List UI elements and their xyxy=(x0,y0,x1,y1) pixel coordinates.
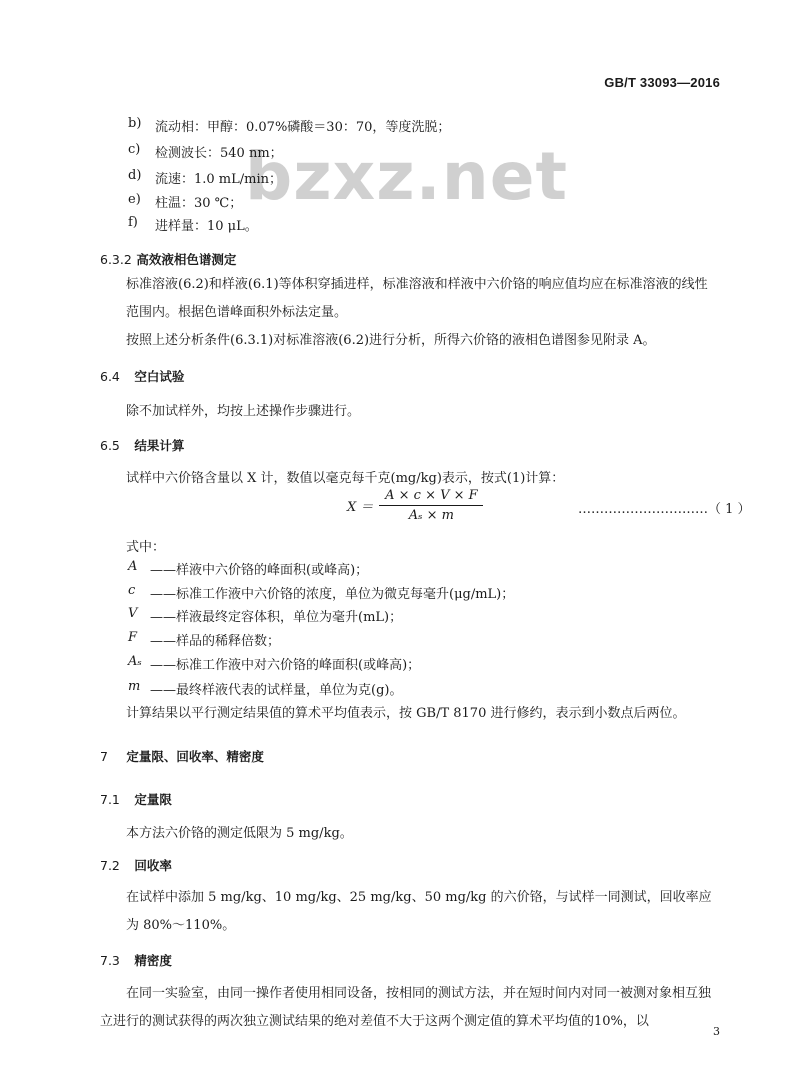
page-number: 3 xyxy=(713,1025,720,1038)
variable-definition: ——标准工作液中对六价铬的峰面积(或峰高)； xyxy=(150,658,421,673)
section-title: 结果计算 xyxy=(134,438,185,453)
equation-number: …………………………（ 1 ） xyxy=(578,502,751,517)
list-item-label: d) xyxy=(128,168,142,183)
variable-symbol: c xyxy=(128,583,136,598)
section-heading xyxy=(100,856,172,874)
section-heading xyxy=(100,747,264,765)
section-heading xyxy=(100,367,184,385)
paragraph: 计算结果以平行测定结果值的算术平均值表示，按 GB/T 8170 进行修约，表示到小数点后两位。 xyxy=(126,706,686,721)
section-number: 7 xyxy=(100,749,108,764)
paragraph: 本方法六价铬的测定低限为 5 mg/kg。 xyxy=(126,826,353,841)
paragraph: 按照上述分析条件(6.3.1)对标准溶液(6.2)进行分析，所得六价铬的液相色谱图参见附录 A。 xyxy=(126,333,656,348)
section-number: 6.4 xyxy=(100,369,120,384)
list-item-label: e) xyxy=(128,192,141,207)
paragraph: 在试样中添加 5 mg/kg、10 mg/kg、25 mg/kg、50 mg/kg 的六价铬，与试样一同测试，回收率应为 80%～110%。 xyxy=(126,890,712,933)
where-label: 式中： xyxy=(126,540,166,555)
section-heading xyxy=(100,436,184,454)
list-item-label: b) xyxy=(128,116,142,131)
formula-numerator: A × c × V × F xyxy=(385,488,478,503)
variable-definition: ——样液最终定容体积，单位为毫升(mL)； xyxy=(150,610,403,625)
section-heading xyxy=(100,250,236,268)
variable-symbol: Aₛ xyxy=(128,654,142,669)
list-item-text: 进样量：10 μL。 xyxy=(155,219,258,234)
list-item-label: f) xyxy=(128,215,138,230)
formula-fraction xyxy=(379,488,483,523)
list-item-text: 柱温：30 ℃； xyxy=(155,196,243,211)
section-heading xyxy=(100,790,172,808)
section-number: 6.3.2 xyxy=(100,252,132,267)
variable-symbol: A xyxy=(128,559,138,574)
section-number: 6.5 xyxy=(100,438,120,453)
list-item-text: 流动相：甲醇：0.07%磷酸＝30：70，等度洗脱； xyxy=(155,120,451,135)
list-item-text: 检测波长：540 nm； xyxy=(155,146,283,161)
formula-denominator: Aₛ × m xyxy=(408,508,455,523)
section-number: 7.2 xyxy=(100,858,120,873)
variable-symbol: V xyxy=(128,606,138,621)
formula-lhs: X ＝ xyxy=(347,500,374,515)
section-heading xyxy=(100,951,172,969)
watermark: bzxz.net xyxy=(245,138,569,215)
paragraph: 在同一实验室，由同一操作者使用相同设备，按相同的测试方法，并在短时间内对同一被测对象相互独立进行的测试获得的两次独立测试结果的绝对差值不大于这两个测定值的算术平均值的10%，以 xyxy=(100,986,712,1029)
section-number: 7.3 xyxy=(100,953,120,968)
section-title: 定量限 xyxy=(134,792,172,807)
section-title: 精密度 xyxy=(134,953,172,968)
standard-code: GB/T 33093—2016 xyxy=(604,75,720,90)
variable-definition: ——样品的稀释倍数； xyxy=(150,634,281,649)
paragraph: 试样中六价铬含量以 X 计，数值以毫克每千克(mg/kg)表示，按式(1)计算： xyxy=(126,471,565,486)
variable-definition: ——样液中六价铬的峰面积(或峰高)； xyxy=(150,563,369,578)
variable-definition: ——最终样液代表的试样量，单位为克(g)。 xyxy=(150,683,403,698)
paragraph: 标准溶液(6.2)和样液(6.1)等体积穿插进样，标准溶液和样液中六价铬的响应值均应在标准溶液的线性范围内。根据色谱峰面积外标法定量。 xyxy=(126,277,708,320)
list-item-text: 流速：1.0 mL/min； xyxy=(155,172,283,187)
section-number: 7.1 xyxy=(100,792,120,807)
formula xyxy=(347,488,483,523)
variable-symbol: F xyxy=(128,630,138,645)
variable-symbol: m xyxy=(128,679,141,694)
paragraph: 除不加试样外，均按上述操作步骤进行。 xyxy=(126,404,361,419)
section-title: 高效液相色谱测定 xyxy=(136,252,237,267)
section-title: 空白试验 xyxy=(134,369,185,384)
variable-definition: ——标准工作液中六价铬的浓度，单位为微克每毫升(μg/mL)； xyxy=(150,587,515,602)
section-title: 定量限、回收率、精密度 xyxy=(126,749,264,764)
section-title: 回收率 xyxy=(134,858,172,873)
list-item-label: c) xyxy=(128,142,141,157)
